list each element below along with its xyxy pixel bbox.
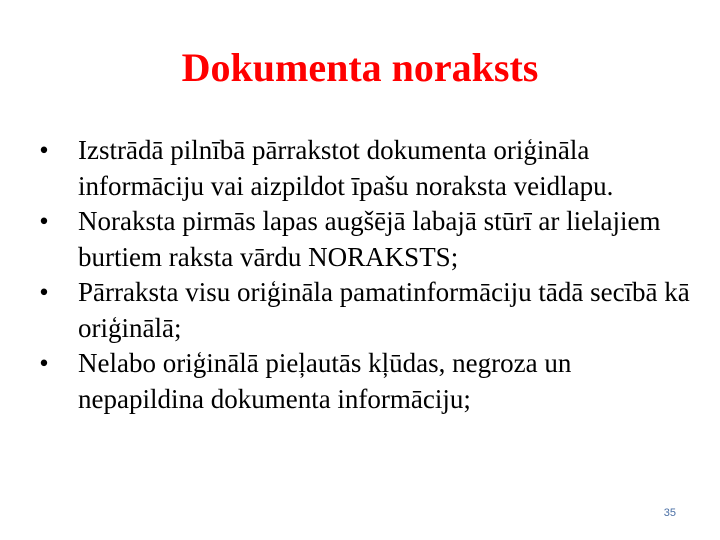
bullet-item-2: [30, 204, 690, 275]
bullet-icon: •: [39, 348, 49, 378]
bullet-text-emphasis: pilnībā pārrakstot: [170, 135, 360, 165]
bullet-text-end: dokumenta oriģināla informāciju vai aizpildot īpašu noraksta veidlapu.: [78, 135, 614, 201]
bullet-icon: •: [39, 206, 49, 236]
page-number: 35: [663, 507, 676, 519]
bullet-text: Nelabo oriģinālā pieļautās kļūdas, negroza un nepapildina dokumenta informāciju;: [78, 348, 572, 414]
bullet-item-3: [30, 275, 690, 346]
bullet-list: [30, 133, 690, 417]
bullet-text-start: Izstrādā: [78, 135, 171, 165]
slide-title: Dokumenta noraksts: [181, 45, 539, 90]
bullet-item-1: [30, 133, 690, 204]
bullet-text: Noraksta pirmās lapas augšējā labajā stūrī ar lielajiem burtiem raksta vārdu NORAKSTS;: [78, 206, 661, 272]
bullet-item-4: [30, 346, 690, 417]
bullet-icon: •: [39, 277, 49, 307]
bullet-text: Pārraksta visu oriģināla pamatinformāciju tādā secībā kā oriģinālā;: [78, 277, 690, 343]
bullet-icon: •: [39, 135, 49, 165]
